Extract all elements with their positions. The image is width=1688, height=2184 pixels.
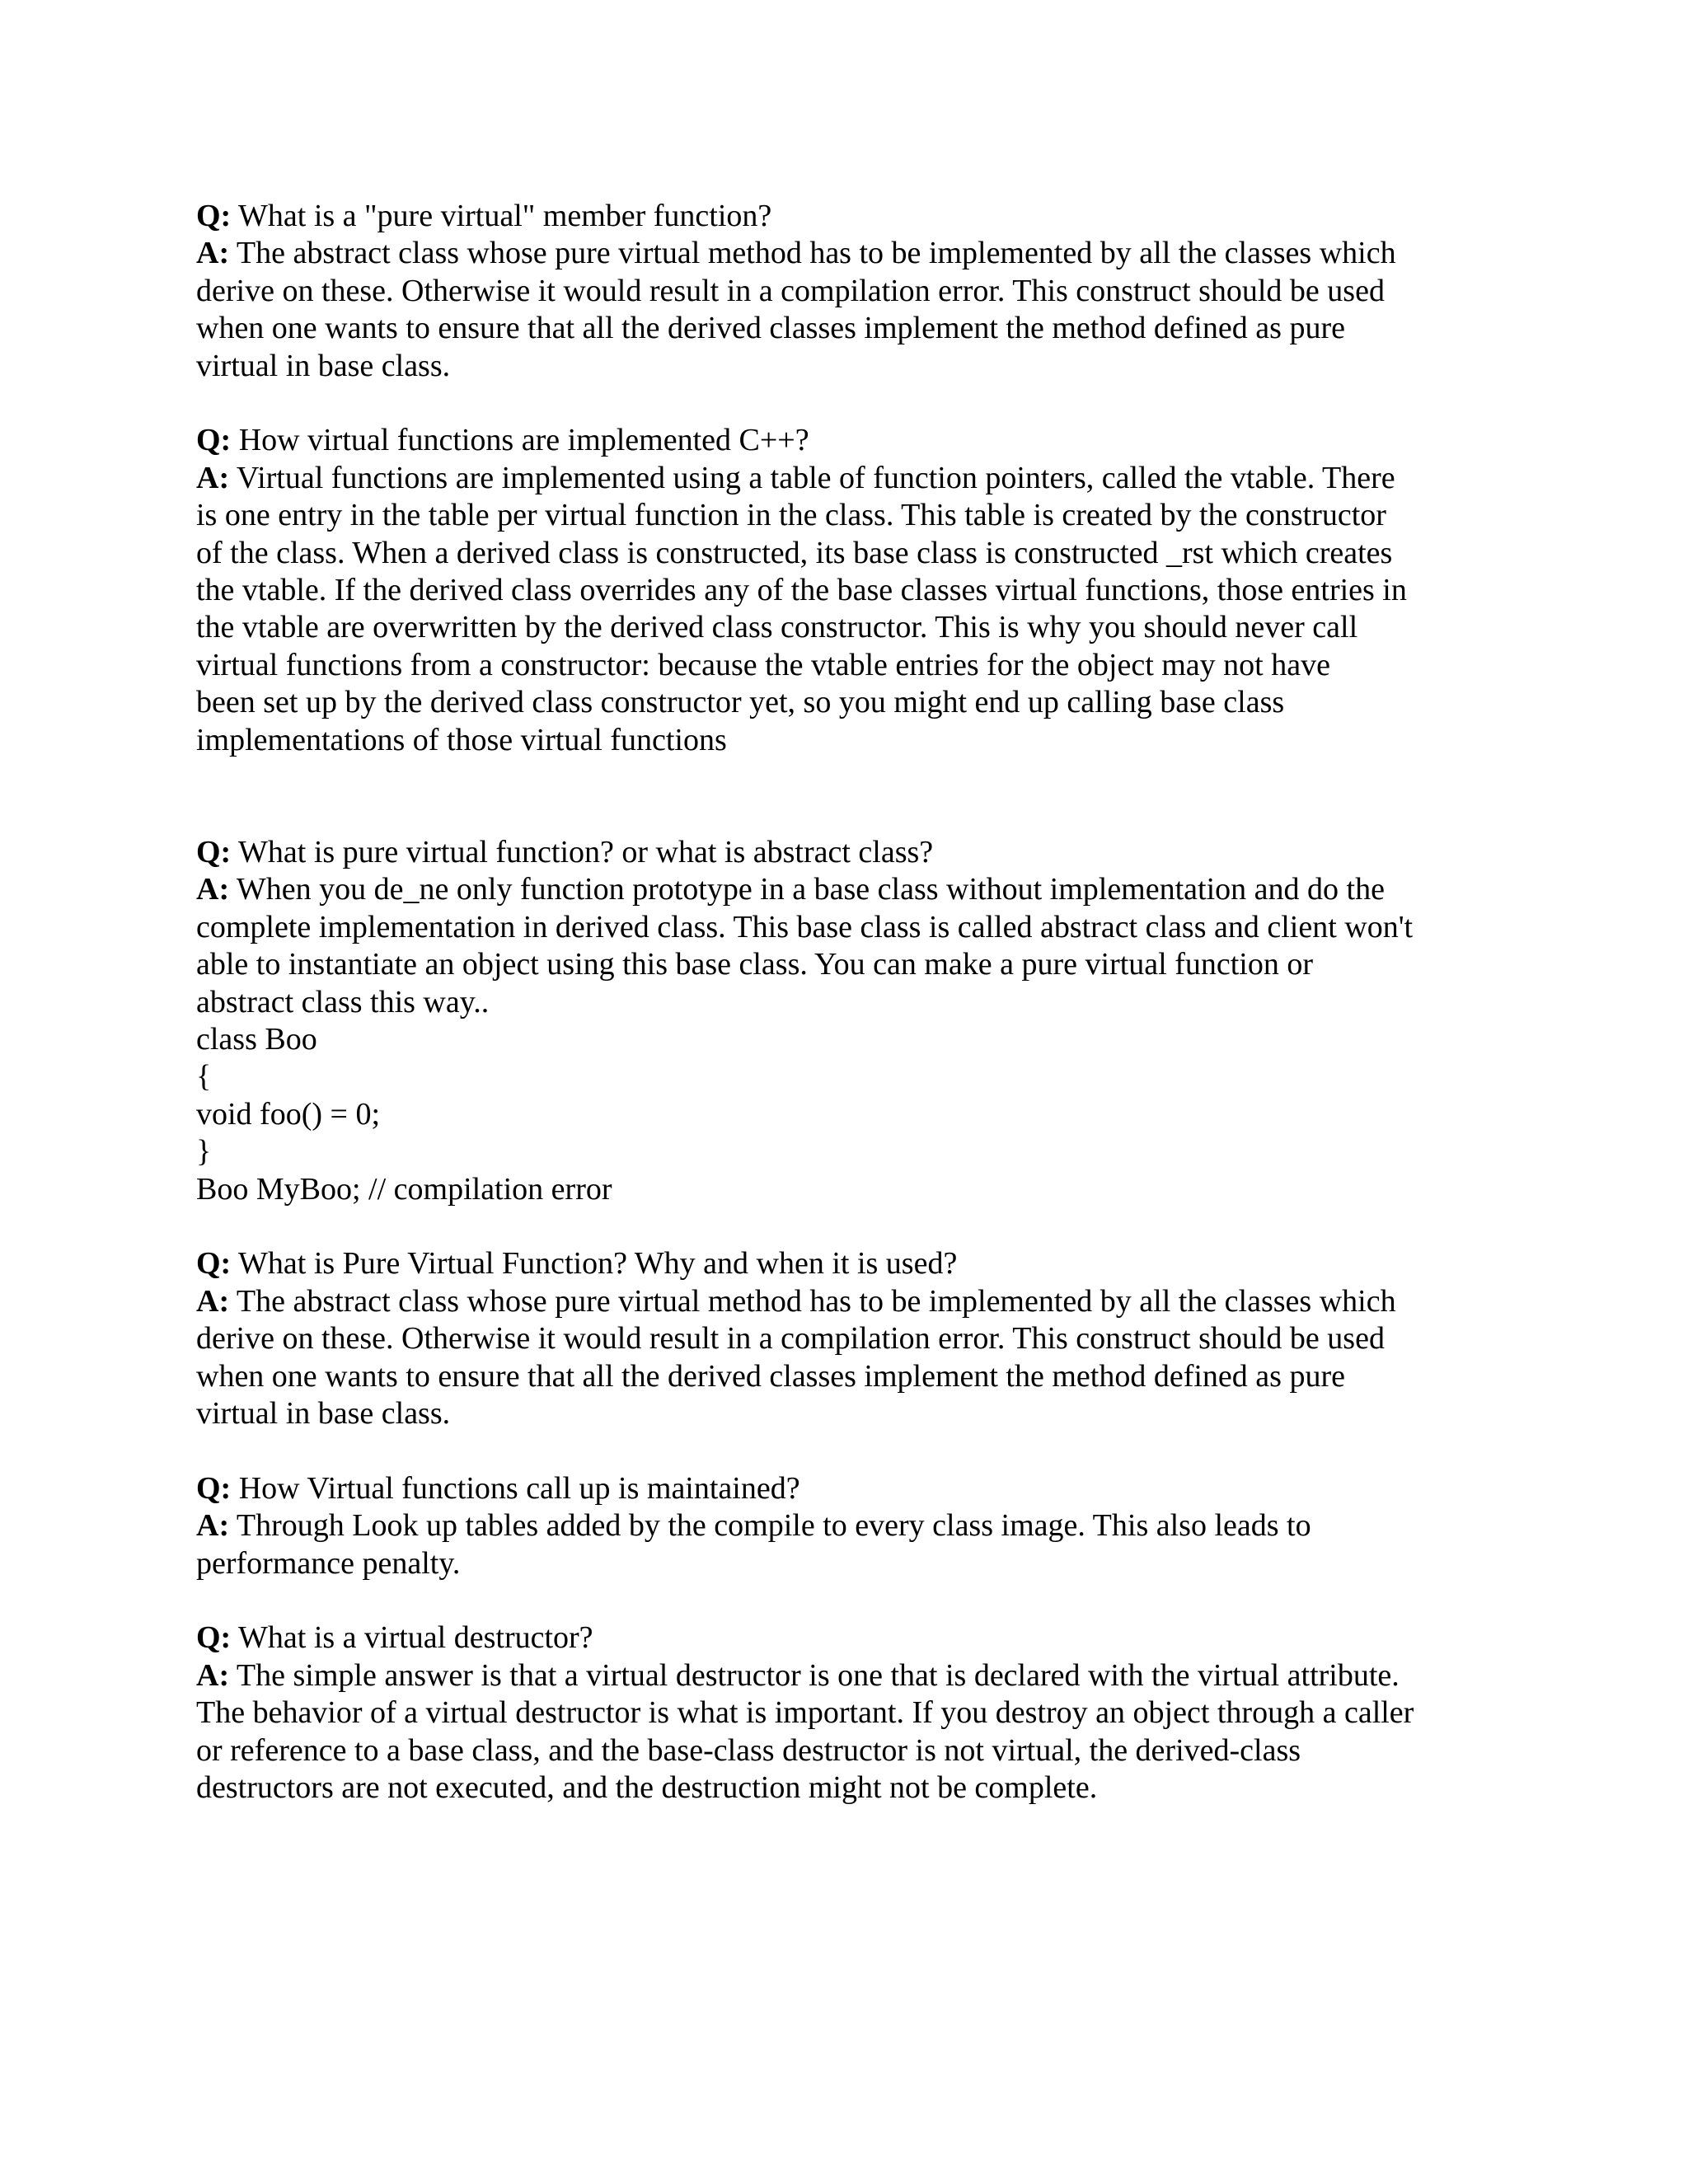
qa-item <box>196 834 1498 1208</box>
document-body <box>196 198 1498 1807</box>
qa-item <box>196 1245 1498 1432</box>
question-text: How virtual functions are implemented C++? <box>231 423 809 458</box>
qa-item <box>196 1470 1498 1582</box>
answer-text: been set up by the derived class constructor yet, so you might end up calling base class <box>196 685 1285 720</box>
answer-label: A: <box>196 1283 230 1319</box>
answer-line <box>196 1283 1498 1320</box>
question-line <box>196 198 1498 235</box>
question-line <box>196 834 1498 871</box>
question-label: Q: <box>196 1470 232 1506</box>
question-label: Q: <box>196 834 232 869</box>
answer-text: The abstract class whose pure virtual method has to be implemented by all the classes which <box>229 1283 1396 1319</box>
answer-text: or reference to a base class, and the base-class destructor is not virtual, the derived-class <box>196 1732 1301 1768</box>
answer-line <box>196 1657 1498 1694</box>
answer-label: A: <box>196 236 230 271</box>
code-line: class Boo <box>196 1021 317 1057</box>
answer-text: the vtable are overwritten by the derived class constructor. This is why you should never call <box>196 610 1358 645</box>
answer-line <box>196 235 1498 272</box>
code-line: } <box>196 1134 212 1169</box>
answer-text: performance penalty. <box>196 1545 461 1581</box>
answer-label: A: <box>196 872 230 907</box>
answer-label: A: <box>196 1508 230 1544</box>
answer-text: virtual in base class. <box>196 1395 451 1431</box>
answer-line <box>196 460 1498 497</box>
question-line <box>196 1245 1498 1282</box>
question-text: How Virtual functions call up is maintained? <box>231 1470 800 1506</box>
answer-line <box>196 871 1498 908</box>
answer-text: abstract class this way.. <box>196 984 490 1019</box>
answer-label: A: <box>196 1657 230 1693</box>
answer-text: complete implementation in derived class. This base class is called abstract class and client won't <box>196 909 1414 944</box>
answer-text: The abstract class whose pure virtual method has to be implemented by all the classes which <box>229 236 1396 271</box>
answer-label: A: <box>196 460 230 495</box>
question-text: What is Pure Virtual Function? Why and when it is used? <box>231 1246 958 1282</box>
question-line <box>196 1470 1498 1507</box>
answer-text: is one entry in the table per virtual function in the class. This table is created by the constructor <box>196 498 1386 533</box>
code-line: { <box>196 1059 212 1094</box>
question-label: Q: <box>196 1246 232 1282</box>
answer-text: The simple answer is that a virtual destructor is one that is declared with the virtual attribute. <box>229 1657 1400 1693</box>
answer-text: of the class. When a derived class is constructed, its base class is constructed _rst which creates <box>196 535 1393 570</box>
question-line <box>196 1619 1498 1657</box>
answer-text: when one wants to ensure that all the derived classes implement the method defined as pure <box>196 311 1345 346</box>
answer-text: when one wants to ensure that all the derived classes implement the method defined as pure <box>196 1358 1345 1394</box>
qa-item <box>196 1619 1498 1807</box>
answer-text: destructors are not executed, and the destruction might not be complete. <box>196 1769 1098 1805</box>
question-text: What is pure virtual function? or what is abstract class? <box>231 834 934 869</box>
answer-text: able to instantiate an object using this base class. You can make a pure virtual function or <box>196 947 1313 982</box>
question-label: Q: <box>196 199 232 233</box>
answer-text: derive on these. Otherwise it would result in a compilation error. This construct should be used <box>196 1321 1385 1357</box>
question-text: What is a "pure virtual" member function? <box>231 199 772 233</box>
answer-text: Virtual functions are implemented using a table of function pointers, called the vtable. There <box>229 460 1395 495</box>
answer-text: Through Look up tables added by the compile to every class image. This also leads to <box>229 1508 1311 1544</box>
question-line <box>196 422 1498 459</box>
code-line: Boo MyBoo; // compilation error <box>196 1171 612 1207</box>
answer-text: virtual functions from a constructor: because the vtable entries for the object may not have <box>196 647 1330 682</box>
code-line: void foo() = 0; <box>196 1096 381 1132</box>
answer-text: The behavior of a virtual destructor is what is important. If you destroy an object through a caller <box>196 1695 1414 1731</box>
question-label: Q: <box>196 423 232 458</box>
answer-text: derive on these. Otherwise it would result in a compilation error. This construct should be used <box>196 273 1385 308</box>
answer-line <box>196 1507 1498 1544</box>
answer-text: virtual in base class. <box>196 348 451 383</box>
qa-item <box>196 422 1498 759</box>
question-label: Q: <box>196 1620 232 1656</box>
question-text: What is a virtual destructor? <box>231 1620 593 1656</box>
answer-text: the vtable. If the derived class overrides any of the base classes virtual functions, those entries in <box>196 573 1407 608</box>
answer-text: When you de_ne only function prototype in a base class without implementation and do the <box>229 872 1385 907</box>
qa-item <box>196 198 1498 385</box>
answer-text: implementations of those virtual functions <box>196 722 727 757</box>
